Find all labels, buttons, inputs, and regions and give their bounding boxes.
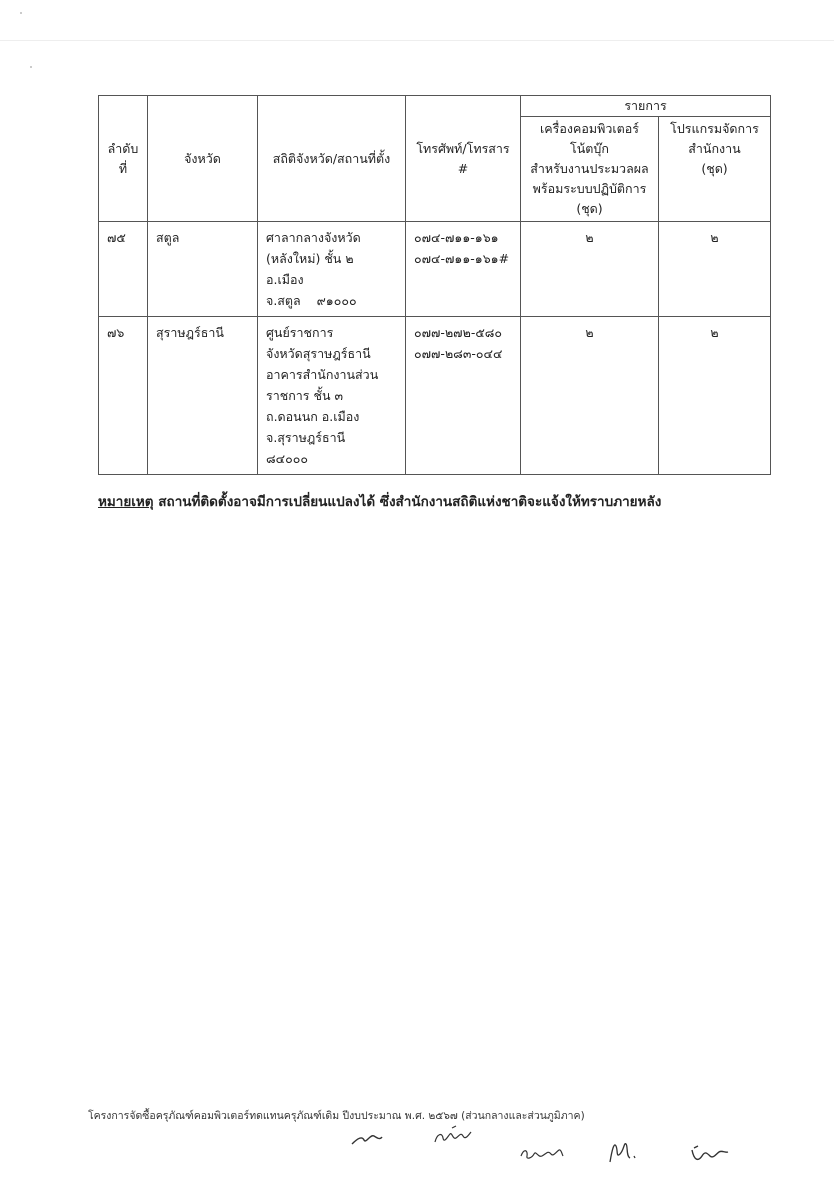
row-province: สตูล [148, 222, 258, 317]
row-software-qty: ๒ [659, 222, 771, 317]
row-notebook-qty: ๒ [521, 317, 659, 475]
row-no: ๗๖ [99, 317, 148, 475]
row-province: สุราษฎร์ธานี [148, 317, 258, 475]
header-province: จังหวัด [148, 96, 258, 222]
signature-4 [606, 1136, 642, 1168]
header-notebook: เครื่องคอมพิวเตอร์ โน้ตบุ๊ก สำหรับงานประมวลผล พร้อมระบบปฏิบัติการ (ชุด) [521, 117, 659, 222]
scan-speck [20, 12, 22, 14]
remark-text: สถานที่ติดตั้งอาจมีการเปลี่ยนแปลงได้ ซึ่งสำนักงานสถิติแห่งชาติจะแจ้งให้ทราบภายหลัง [153, 494, 662, 510]
table-row [99, 222, 771, 317]
signature-2 [432, 1124, 474, 1150]
footer-project-title: โครงการจัดซื้อครุภัณฑ์คอมพิวเตอร์ทดแทนครุภัณฑ์เดิม ปีงบประมาณ พ.ศ. ๒๕๖๗ (ส่วนกลางและส่วนภูมิภาค) [88, 1110, 585, 1122]
remark-label: หมายเหตุ [98, 494, 154, 510]
header-no: ลำดับ ที่ [99, 96, 148, 222]
scan-top-edge [0, 40, 834, 41]
header-items-group: รายการ [521, 96, 771, 117]
table-row [99, 317, 771, 475]
allocation-table [98, 95, 771, 475]
row-notebook-qty: ๒ [521, 222, 659, 317]
signature-5 [688, 1140, 730, 1166]
header-phone: โทรศัพท์/โทรสาร # [406, 96, 521, 222]
signature-3 [518, 1142, 566, 1164]
row-no: ๗๕ [99, 222, 148, 317]
row-phones: ๐๗๔-๗๑๑-๑๖๑ ๐๗๔-๗๑๑-๑๖๑# [406, 222, 521, 317]
row-address: ศาลากลางจังหวัด (หลังใหม่) ชั้น ๒ อ.เมือง จ.สตูล ๙๑๐๐๐ [258, 222, 406, 317]
remark [98, 490, 661, 512]
row-software-qty: ๒ [659, 317, 771, 475]
header-office: สถิติจังหวัด/สถานที่ตั้ง [258, 96, 406, 222]
header-row-1 [99, 96, 771, 117]
header-software: โปรแกรมจัดการ สำนักงาน (ชุด) [659, 117, 771, 222]
row-phones: ๐๗๗-๒๗๒-๕๘๐ ๐๗๗-๒๘๓-๐๔๔ [406, 317, 521, 475]
signature-1 [350, 1128, 384, 1150]
row-address: ศูนย์ราชการ จังหวัดสุราษฎร์ธานี อาคารสำนักงานส่วน ราชการ ชั้น ๓ ถ.ดอนนก อ.เมือง จ.สุราษฎร์ธานี ๘๔๐๐๐ [258, 317, 406, 475]
scan-speck [30, 66, 32, 68]
